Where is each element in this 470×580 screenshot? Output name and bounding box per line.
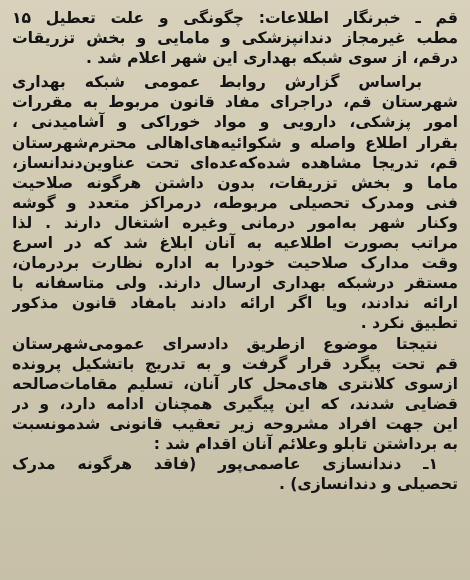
article-line: ارائه ندادند، ویا اگر ارائه دادند بامفاد قانون مذکور	[12, 294, 458, 313]
article-line: ۱ـ دندانسازی عاصمی‌پور (فاقد هرگونه مدرک	[12, 455, 438, 474]
article-line: وکنار شهر به‌امور درمانی وغیره اشتغال دارند . لذا	[12, 213, 458, 232]
article-line: قم، تدریجا مشاهده شده‌که‌عده‌ای تحت عناوین‌دندانساز،	[12, 153, 458, 172]
article-line: فنی ومدرک تحصیلی مربوطه، درمراکز متعدد و گوشه	[12, 193, 458, 212]
article-line: تحصیلی و دندانسازی) .	[278, 475, 458, 494]
article-line: قضایی شدند، که این پیگیری همچنان ادامه دارد، و در	[12, 394, 458, 413]
article-line: بقرار اطلاع واصله و شکوائیه‌های‌اهالی محترم‌شهرستان	[12, 133, 458, 152]
article-line: براساس گزارش روابط عمومی شبکه بهداری	[12, 73, 422, 92]
article-body	[12, 8, 458, 574]
article-line: نتیجتا موضوع ازطریق دادسرای عمومی‌شهرستان	[12, 334, 438, 353]
article-line: مراتب بصورت اطلاعیه به آنان ابلاغ شد که در اسرع	[12, 234, 458, 253]
article-line: درقم، از سوی شبکه بهداری این شهر اعلام شد .	[85, 49, 458, 68]
article-line: شهرستان قم، دراجرای مفاد قانون مربوط به مقررات	[12, 93, 458, 112]
article-line: وقت مدارک صلاحیت خودرا به اداره نظارت بردرمان،	[12, 254, 458, 273]
article-line: تطبیق نکرد .	[360, 314, 458, 333]
article-line: مطب غیرمجاز دندانپزشکی و مامایی و بخش تزریقات	[12, 29, 458, 48]
article-line: قم ـ خبرنگار اطلاعات: چگونگی و علت تعطیل ۱۵	[12, 9, 458, 27]
article-line: به برداشتن تابلو وعلائم آنان اقدام شد :	[153, 434, 458, 453]
article-line: ازسوی کلانتری های‌محل کار آنان، تسلیم مقامات‌صالحه	[12, 374, 458, 393]
article-line: امور پزشکی، دارویی و مواد خوراکی و آشامیدنی ،	[12, 113, 458, 132]
article-line: قم تحت پیگرد قرار گرفت و به تدریج باتشکیل پرونده	[12, 354, 458, 373]
article-line: این جهت افراد مشروحه زیر تعقیب قانونی شدمونسبت	[12, 414, 458, 433]
article-line: ماما و بخش تزریقات، بدون داشتن هرگونه صلاحیت	[12, 173, 458, 192]
article-line: مستقر درشبکه بهداری ارسال دارند. ولی متاسفانه با	[12, 274, 458, 293]
